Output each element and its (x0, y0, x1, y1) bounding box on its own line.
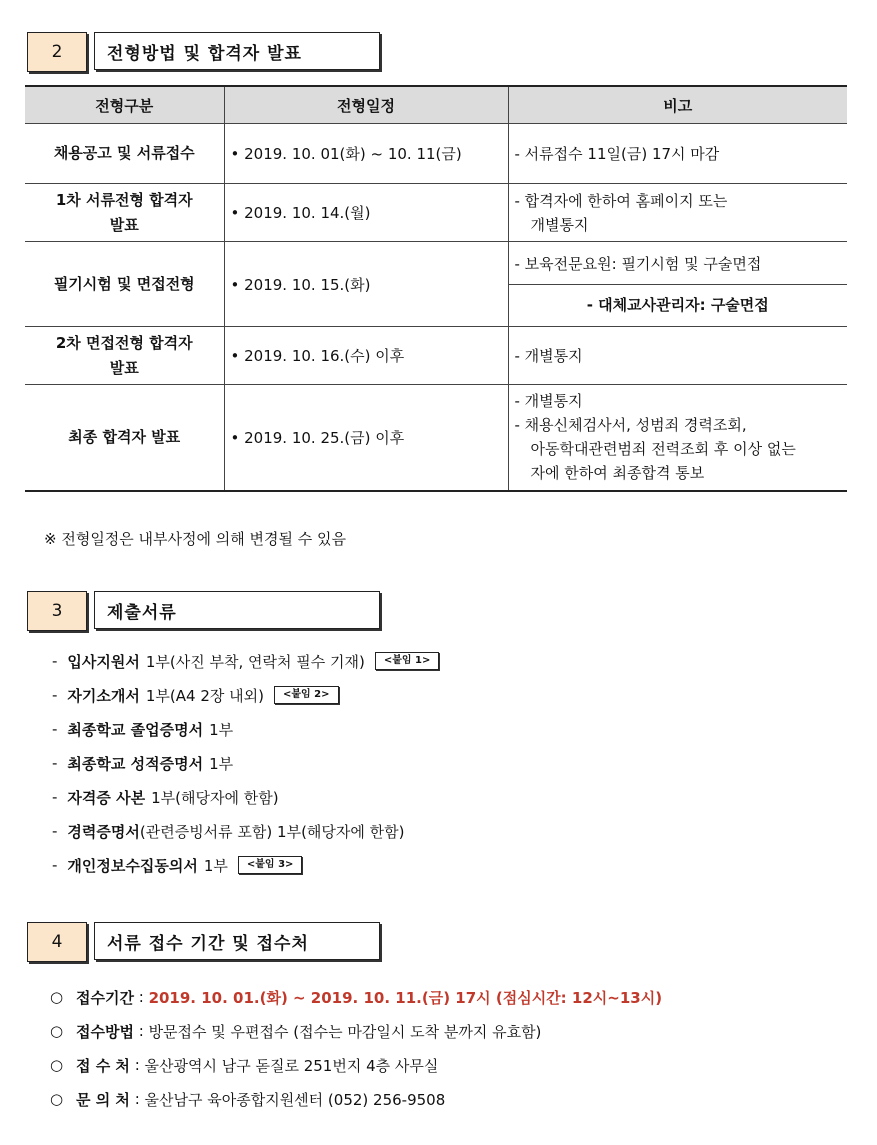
list-item (52, 746, 439, 780)
schedule-table (25, 85, 847, 492)
section-number: 3 (27, 591, 87, 631)
schedule-footnote: ※ 전형일정은 내부사정에 의해 변경될 수 있음 (44, 530, 346, 548)
table-row (25, 124, 847, 184)
info-value: 2019. 10. 01.(화) ~ 2019. 10. 11.(금) 17시 (점심시간: 12시~13시) (148, 988, 663, 1007)
list-item (52, 712, 439, 746)
column-header: 전형일정 (224, 86, 508, 124)
circle-bullet-icon: ○ (50, 1056, 64, 1074)
doc-detail: 1부 (209, 754, 234, 773)
doc-detail: 1부 (203, 856, 228, 875)
dash: - (52, 856, 58, 874)
note-line: 자에 한하여 최종합격 통보 (530, 464, 705, 483)
list-item (52, 678, 439, 712)
info-value: 방문접수 및 우편접수 (접수는 마감일시 도착 분까지 유효함) (148, 1022, 542, 1041)
info-label: 접수방법 (76, 1022, 134, 1041)
doc-detail: 1부(사진 부착, 연락처 필수 기재) (145, 652, 365, 671)
doc-detail: 1부 (209, 720, 234, 739)
column-header: 전형구분 (25, 86, 224, 124)
stage-cell: 필기시험 및 면접전형 (25, 242, 224, 327)
doc-name: 입사지원서 (67, 652, 140, 671)
list-item (50, 1014, 662, 1048)
info-label: 접수기간 (76, 988, 134, 1007)
doc-name: 경력증명서 (67, 822, 140, 841)
table-header-row (25, 86, 847, 124)
circle-bullet-icon: ○ (50, 1022, 64, 1040)
document-list (52, 644, 439, 882)
stage-cell (25, 327, 224, 385)
section-number: 4 (27, 922, 87, 962)
section-number: 2 (27, 32, 87, 72)
doc-name: 자격증 사본 (67, 788, 146, 807)
section-title: 서류 접수 기간 및 접수처 (94, 922, 380, 960)
note-line: - 채용신체검사서, 성범죄 경력조회, (514, 416, 747, 435)
list-item (52, 780, 439, 814)
info-separator: : (129, 1090, 145, 1108)
attachment-tag: <붙임 3> (238, 856, 303, 874)
note-cell: - 개별통지 (508, 327, 847, 385)
list-item (52, 814, 439, 848)
table-row (25, 385, 847, 491)
doc-name: 자기소개서 (67, 686, 140, 705)
table-row (25, 242, 847, 285)
note-line: 개별통지 (530, 215, 589, 234)
stage-line: 1차 서류전형 합격자 (55, 190, 193, 209)
stage-cell: 채용공고 및 서류접수 (25, 124, 224, 184)
date-cell: • 2019. 10. 15.(화) (224, 242, 508, 327)
list-item (50, 980, 662, 1014)
list-item (52, 848, 439, 882)
dash: - (52, 788, 58, 806)
section-title: 제출서류 (94, 591, 380, 629)
info-label: 문 의 처 (76, 1090, 130, 1109)
stage-cell: 최종 합격자 발표 (25, 385, 224, 491)
submission-info-list (50, 980, 662, 1116)
dash: - (52, 754, 58, 772)
attachment-tag: <붙임 1> (375, 652, 440, 670)
section-title: 전형방법 및 합격자 발표 (94, 32, 380, 70)
info-separator: : (133, 988, 149, 1006)
list-item (52, 644, 439, 678)
circle-bullet-icon: ○ (50, 1090, 64, 1108)
circle-bullet-icon: ○ (50, 988, 64, 1006)
note-line: - 개별통지 (514, 392, 583, 411)
info-separator: : (129, 1056, 145, 1074)
date-cell: • 2019. 10. 25.(금) 이후 (224, 385, 508, 491)
column-header: 비고 (508, 86, 847, 124)
stage-cell (25, 184, 224, 242)
date-cell: • 2019. 10. 01(화) ~ 10. 11(금) (224, 124, 508, 184)
doc-detail: (관련증빙서류 포함) 1부(해당자에 한함) (139, 822, 405, 841)
list-item (50, 1048, 662, 1082)
dash: - (52, 720, 58, 738)
table-row (25, 327, 847, 385)
dash: - (52, 686, 58, 704)
table-row (25, 184, 847, 242)
note-line: - 합격자에 한하여 홈페이지 또는 (514, 191, 728, 210)
info-label: 접 수 처 (76, 1056, 130, 1075)
stage-line: 발표 (109, 358, 139, 377)
stage-line: 2차 면접전형 합격자 (55, 333, 193, 352)
info-value: 울산남구 육아종합지원센터 (052) 256-9508 (144, 1090, 446, 1109)
doc-name: 최종학교 성적증명서 (67, 754, 204, 773)
doc-name: 개인정보수집동의서 (67, 856, 198, 875)
list-item (50, 1082, 662, 1116)
doc-detail: 1부(해당자에 한함) (151, 788, 279, 807)
dash: - (52, 652, 58, 670)
date-cell: • 2019. 10. 16.(수) 이후 (224, 327, 508, 385)
stage-line: 발표 (109, 215, 139, 234)
attachment-tag: <붙임 2> (274, 686, 339, 704)
note-cell (508, 184, 847, 242)
note-cell: - 서류접수 11일(금) 17시 마감 (508, 124, 847, 184)
info-separator: : (133, 1022, 149, 1040)
note-cell: - 대체교사관리자: 구술면접 (508, 285, 847, 327)
note-line: 아동학대관련범죄 전력조회 후 이상 없는 (530, 440, 796, 459)
date-cell: • 2019. 10. 14.(월) (224, 184, 508, 242)
doc-name: 최종학교 졸업증명서 (67, 720, 204, 739)
doc-detail: 1부(A4 2장 내외) (145, 686, 264, 705)
note-cell: - 보육전문요원: 필기시험 및 구술면접 (508, 242, 847, 285)
note-cell (508, 385, 847, 491)
dash: - (52, 822, 58, 840)
info-value: 울산광역시 남구 돋질로 251번지 4층 사무실 (144, 1056, 439, 1075)
